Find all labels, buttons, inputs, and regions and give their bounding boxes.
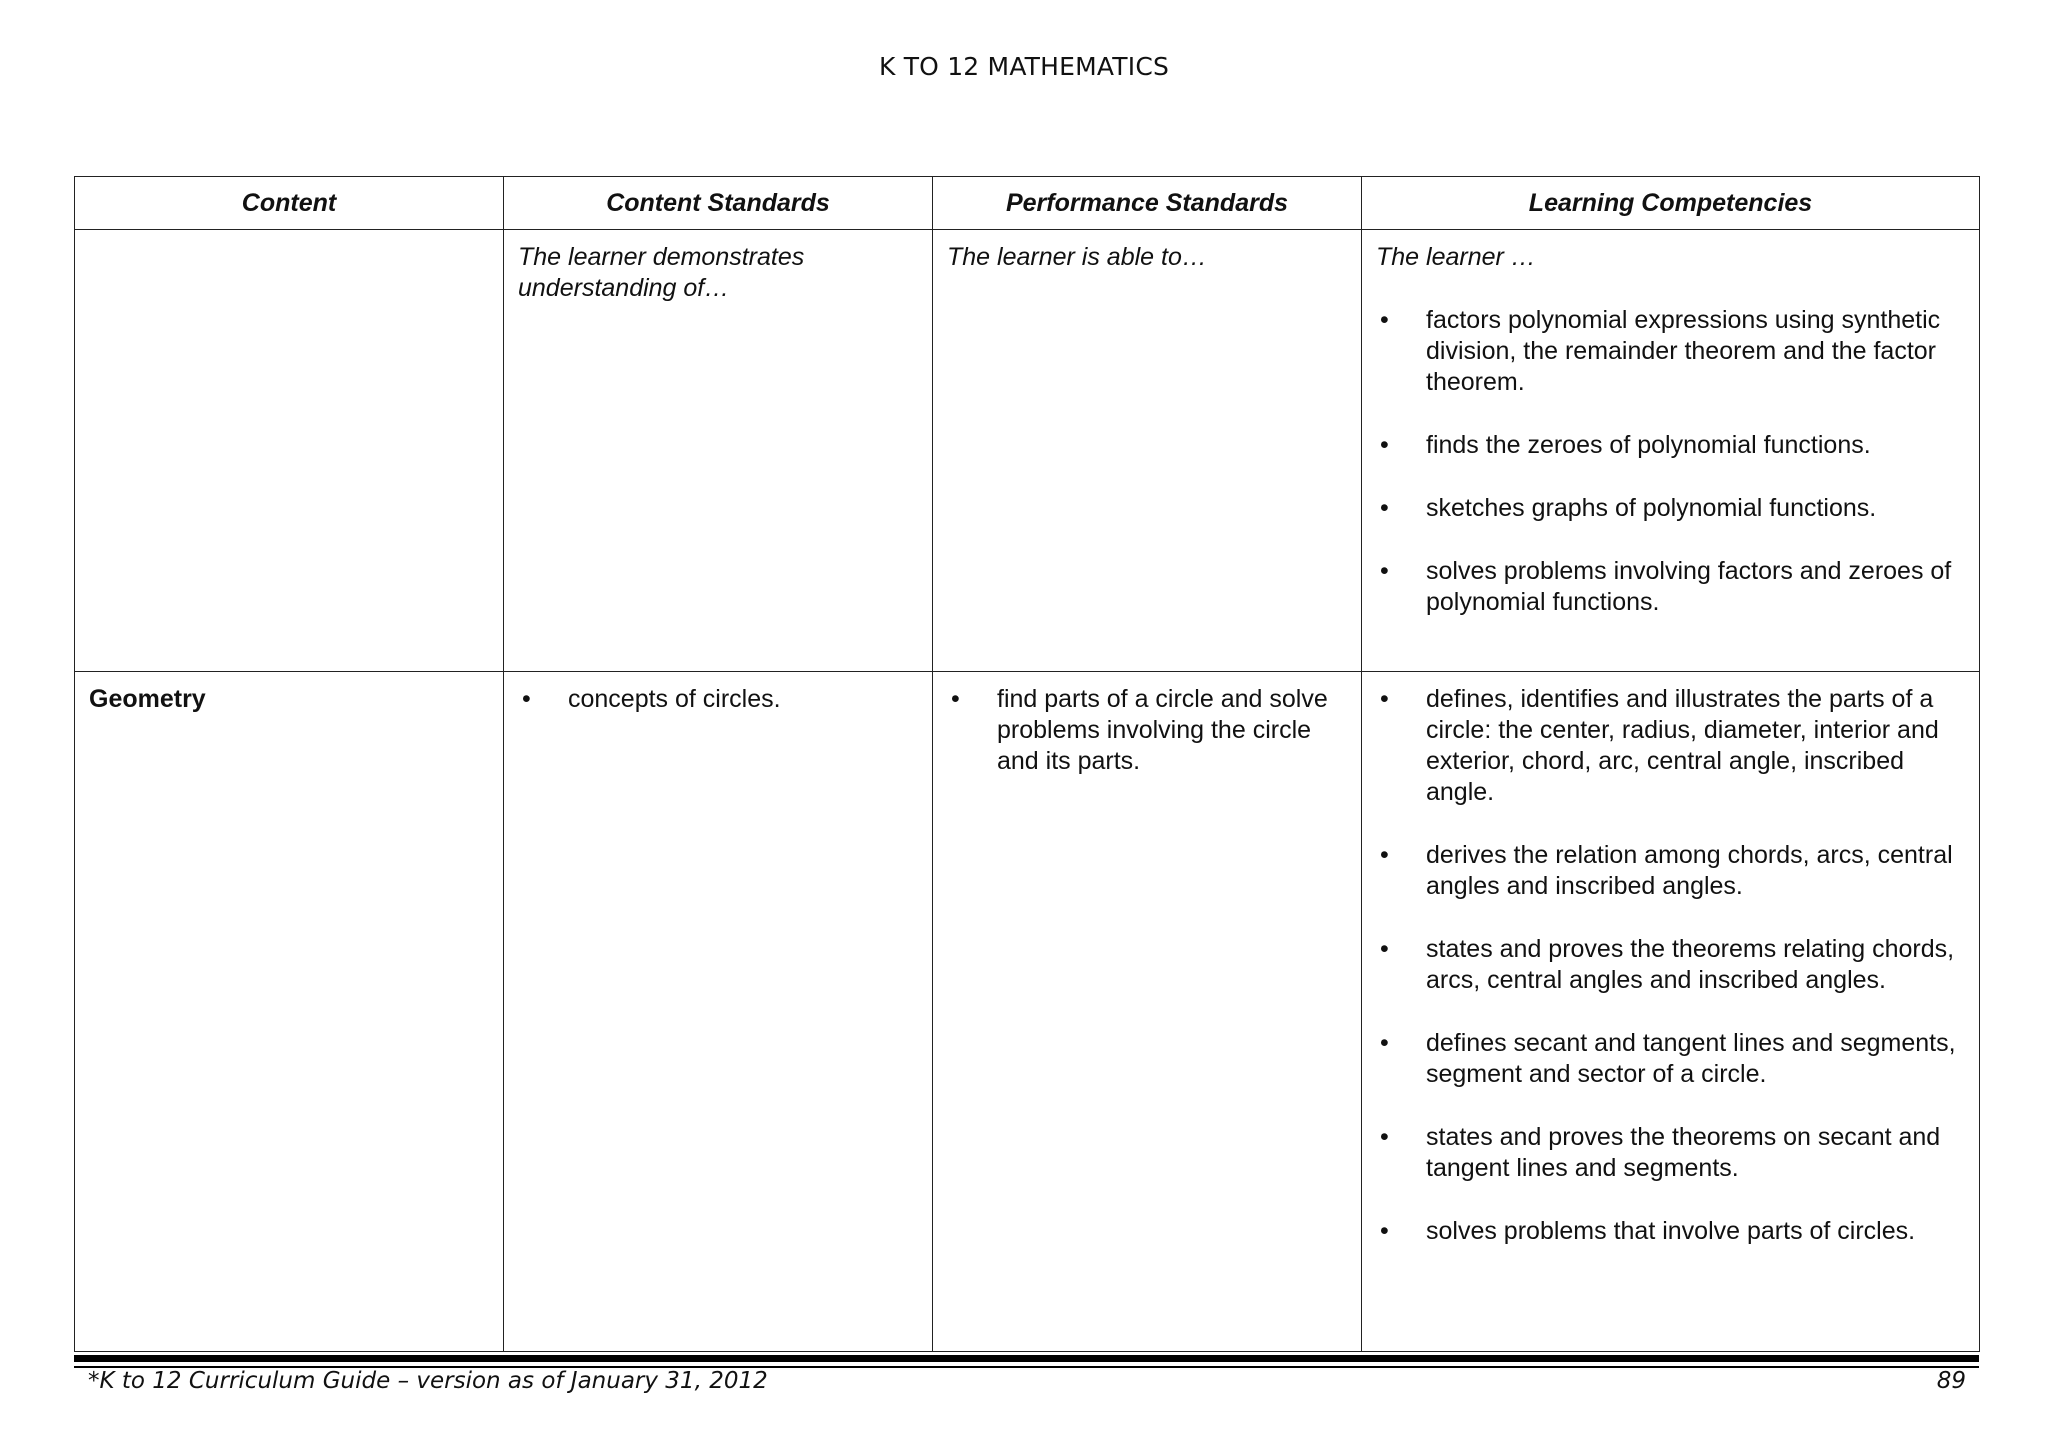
content-title-geometry: Geometry: [89, 685, 206, 713]
list-item: • solves problems that involve parts of circles.: [1376, 1216, 1967, 1247]
table-row-geometry: [75, 672, 1980, 1352]
list-item: • solves problems involving factors and zeroes of polynomial functions.: [1376, 556, 1967, 618]
list-item: • derives the relation among chords, arcs, central angles and inscribed angles.: [1376, 840, 1967, 902]
table-header-row: [75, 177, 1980, 230]
column-header-learning-competencies: Learning Competencies: [1362, 177, 1980, 230]
cell-content-standards-geometry: [504, 672, 933, 1352]
cell-content-geometry: [75, 672, 504, 1352]
list-item: • states and proves the theorems relating chords, arcs, central angles and inscribed angles.: [1376, 934, 1967, 996]
list-item: • defines, identifies and illustrates the parts of a circle: the center, radius, diameter, interior and exterior, chord, arc, central angle, inscribed angle.: [1376, 684, 1967, 808]
column-header-performance-standards: Performance Standards: [933, 177, 1362, 230]
performance-standards-intro-text: The learner is able to…: [947, 243, 1207, 271]
cell-learning-competencies-intro: [1362, 230, 1980, 672]
footer-version-note: *K to 12 Curriculum Guide – version as of January 31, 2012: [88, 1368, 768, 1394]
table-row-intro: [75, 230, 1980, 672]
column-header-content-standards: Content Standards: [504, 177, 933, 230]
list-item: • finds the zeroes of polynomial functions.: [1376, 430, 1967, 461]
list-item: • find parts of a circle and solve problems involving the circle and its parts.: [947, 684, 1349, 777]
list-item: • states and proves the theorems on secant and tangent lines and segments.: [1376, 1122, 1967, 1184]
performance-standards-list-geometry: [947, 684, 1349, 777]
cell-content-empty: [75, 230, 504, 672]
content-standards-intro-text: The learner demonstrates understanding of…: [518, 243, 805, 302]
cell-performance-standards-geometry: [933, 672, 1362, 1352]
list-item: • defines secant and tangent lines and segments, segment and sector of a circle.: [1376, 1028, 1967, 1090]
curriculum-table: [74, 176, 1980, 1352]
column-header-content: Content: [75, 177, 504, 230]
content-standards-list-geometry: [518, 684, 920, 715]
learning-competencies-list-geometry: [1376, 684, 1967, 1247]
list-item: • concepts of circles.: [518, 684, 920, 715]
page-header-title: K TO 12 MATHEMATICS: [878, 52, 1170, 81]
list-item: • sketches graphs of polynomial functions.: [1376, 493, 1967, 524]
learning-competencies-intro-text: The learner …: [1376, 243, 1536, 271]
page-number: 89: [1936, 1368, 1966, 1394]
cell-content-standards-intro: [504, 230, 933, 672]
list-item: • factors polynomial expressions using synthetic division, the remainder theorem and the factor theorem.: [1376, 305, 1967, 398]
learning-competencies-list-polynomials: [1376, 305, 1967, 618]
footer-divider-thick: [74, 1355, 1979, 1362]
cell-performance-standards-intro: [933, 230, 1362, 672]
cell-learning-competencies-geometry: [1362, 672, 1980, 1352]
